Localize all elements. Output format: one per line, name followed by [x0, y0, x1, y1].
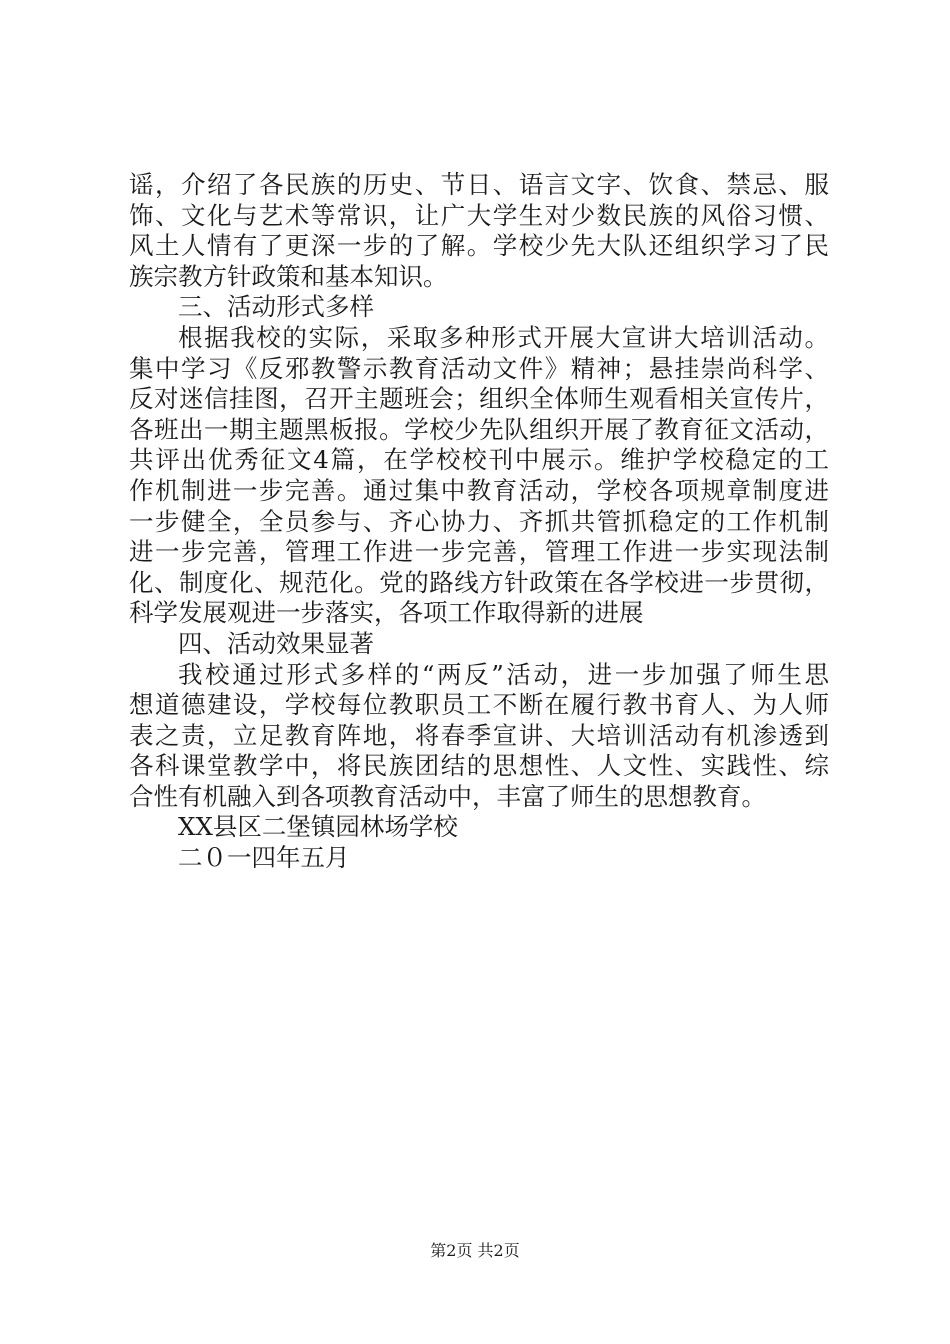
paragraph-line: 根据我校的实际，采取多种形式开展大宣讲大培训活动。 — [178, 322, 829, 352]
paragraph-line: 反对迷信挂图，召开主题班会；组织全体师生观看相关宣传片， — [129, 384, 829, 414]
paragraph-line: 各班出一期主题黑板报。学校少先队组织开展了教育征文活动， — [129, 414, 829, 444]
paragraph-line: 一步健全，全员参与、齐心协力、齐抓共管抓稳定的工作机制 — [129, 506, 829, 536]
paragraph-line: 共评出优秀征文4篇，在学校校刊中展示。维护学校稳定的工 — [129, 445, 829, 475]
paragraph-line: 想道德建设，学校每位教职员工不断在履行教书育人、为人师 — [129, 690, 829, 720]
paragraph-line: 风土人情有了更深一步的了解。学校少先大队还组织学习了民 — [129, 231, 829, 261]
paragraph-line: 各科课堂教学中，将民族团结的思想性、人文性、实践性、综 — [129, 751, 829, 781]
paragraph-line: 作机制进一步完善。通过集中教育活动，学校各项规章制度进 — [129, 475, 829, 505]
paragraph-line: 谣，介绍了各民族的历史、节日、语言文字、饮食、禁忌、服 — [129, 170, 829, 199]
paragraph-line: 饰、文化与艺术等常识，让广大学生对少数民族的风俗习惯、 — [129, 200, 829, 230]
paragraph-line: 化、制度化、规范化。党的路线方针政策在各学校进一步贯彻， — [129, 567, 829, 597]
paragraph-line: 合性有机融入到各项教育活动中，丰富了师生的思想教育。 — [129, 781, 766, 811]
paragraph-line: 科学发展观进一步落实，各项工作取得新的进展 — [129, 598, 644, 628]
paragraph-line: 我校通过形式多样的“两反”活动，进一步加强了师生思 — [178, 659, 829, 689]
paragraph-line: 集中学习《反邪教警示教育活动文件》精神；悬挂崇尚科学、 — [129, 353, 829, 383]
paragraph-line: 进一步完善，管理工作进一步完善，管理工作进一步实现法制 — [129, 537, 829, 567]
section-heading: 三、活动形式多样 — [178, 292, 374, 322]
paragraph-line: 表之责，立足教育阵地，将春季宣讲、大培训活动有机渗透到 — [129, 720, 829, 750]
paragraph-line: 族宗教方针政策和基本知识。 — [129, 261, 448, 291]
document-body — [129, 170, 829, 874]
signature-date: 二０一四年五月 — [178, 843, 350, 873]
section-heading: 四、活动效果显著 — [178, 628, 374, 658]
signature-school: XX县区二堡镇园林场学校 — [178, 812, 458, 842]
page-number: 第2页 共2页 — [430, 1241, 520, 1260]
